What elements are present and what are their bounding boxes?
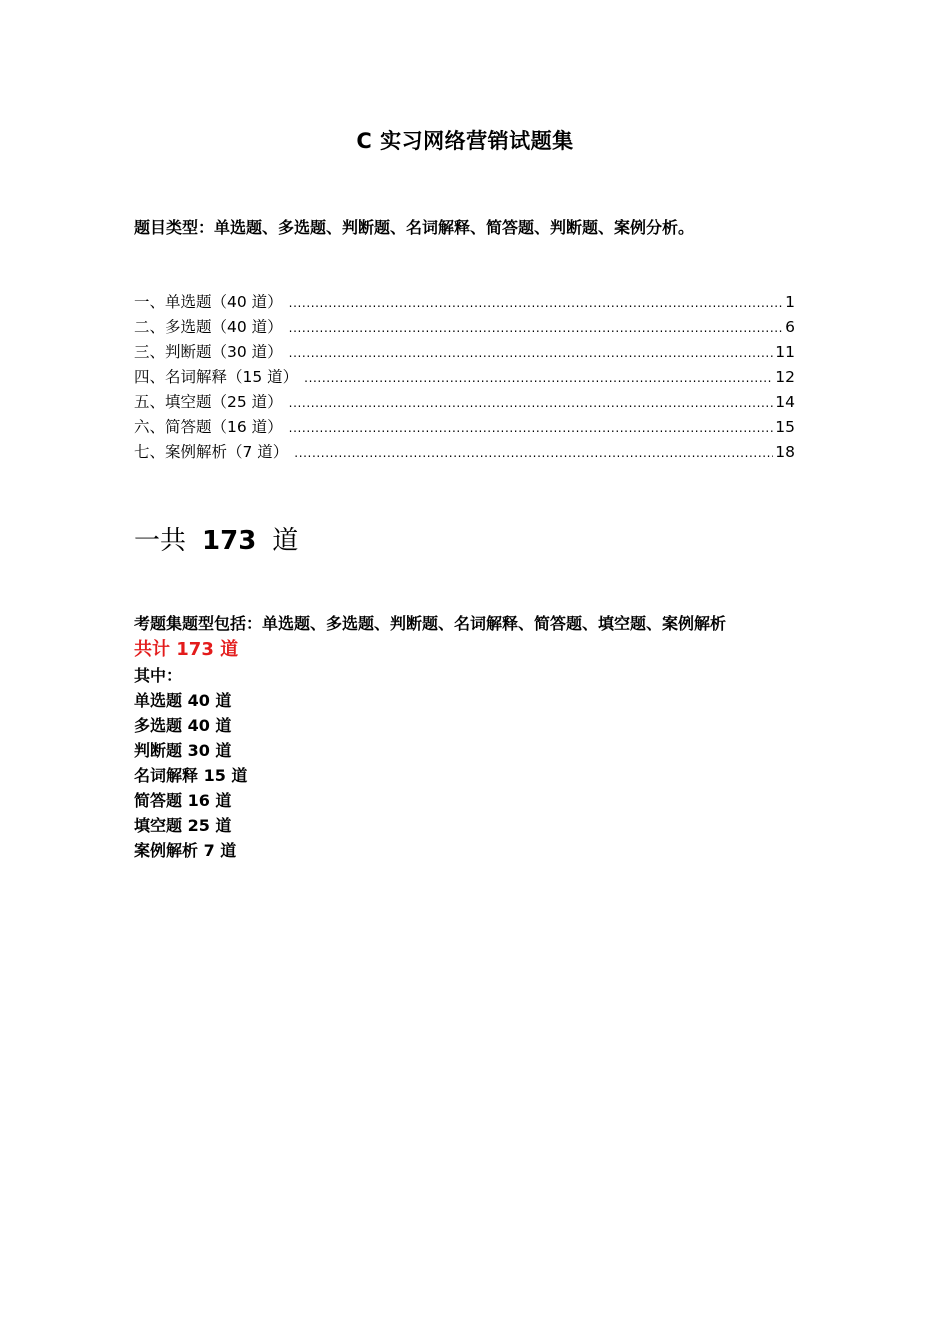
toc-leader-dots xyxy=(294,446,773,460)
toc-entry-label: 六、简答题（16 道） xyxy=(134,418,283,436)
toc-leader-dots xyxy=(289,396,774,410)
summary-block xyxy=(134,611,726,863)
toc-leader-dots xyxy=(289,346,774,360)
toc-entry-page: 18 xyxy=(775,443,795,461)
summary-item: 判断题 30 道 xyxy=(134,741,232,760)
summary-item: 名词解释 15 道 xyxy=(134,766,248,785)
summary-item: 填空题 25 道 xyxy=(134,816,232,835)
summary-item: 多选题 40 道 xyxy=(134,716,232,735)
toc-entry-page: 15 xyxy=(775,418,795,436)
toc-entry-page: 11 xyxy=(775,343,795,361)
summary-item: 单选题 40 道 xyxy=(134,691,232,710)
toc-entry-label: 四、名词解释（15 道） xyxy=(134,368,299,386)
toc-entry[interactable] xyxy=(134,315,795,340)
table-of-contents xyxy=(134,290,795,465)
summary-intro: 考题集题型包括：单选题、多选题、判断题、名词解释、简答题、填空题、案例解析 xyxy=(134,614,727,633)
total-count-heading xyxy=(134,520,298,557)
summary-item: 案例解析 7 道 xyxy=(134,841,237,860)
toc-entry-label: 三、判断题（30 道） xyxy=(134,343,283,361)
summary-item: 简答题 16 道 xyxy=(134,791,232,810)
document-title: C 实习网络营销试题集 xyxy=(356,129,574,153)
question-types-line: 题目类型：单选题、多选题、判断题、名词解释、简答题、判断题、案例分析。 xyxy=(134,218,695,237)
summary-total: 共计 173 道 xyxy=(134,639,239,660)
toc-entry[interactable] xyxy=(134,340,795,365)
toc-entry-label: 五、填空题（25 道） xyxy=(134,393,283,411)
toc-leader-dots xyxy=(289,321,783,335)
toc-entry-label: 七、案例解析（7 道） xyxy=(134,443,289,461)
toc-leader-dots xyxy=(289,421,774,435)
summary-among: 其中： xyxy=(134,666,183,685)
toc-entry[interactable] xyxy=(134,415,795,440)
toc-entry-page: 6 xyxy=(785,318,795,336)
toc-entry[interactable] xyxy=(134,290,795,315)
toc-entry-page: 1 xyxy=(785,293,795,311)
toc-leader-dots xyxy=(289,296,783,310)
toc-entry[interactable] xyxy=(134,390,795,415)
total-heading-prefix: 一共 xyxy=(134,526,187,556)
total-heading-suffix: 道 xyxy=(272,526,299,556)
toc-entry-label: 二、多选题（40 道） xyxy=(134,318,283,336)
toc-leader-dots xyxy=(304,371,773,385)
toc-entry-page: 12 xyxy=(775,368,795,386)
toc-entry-page: 14 xyxy=(775,393,795,411)
total-heading-number: 173 xyxy=(202,526,257,556)
toc-entry[interactable] xyxy=(134,440,795,465)
toc-entry-label: 一、单选题（40 道） xyxy=(134,293,283,311)
toc-entry[interactable] xyxy=(134,365,795,390)
